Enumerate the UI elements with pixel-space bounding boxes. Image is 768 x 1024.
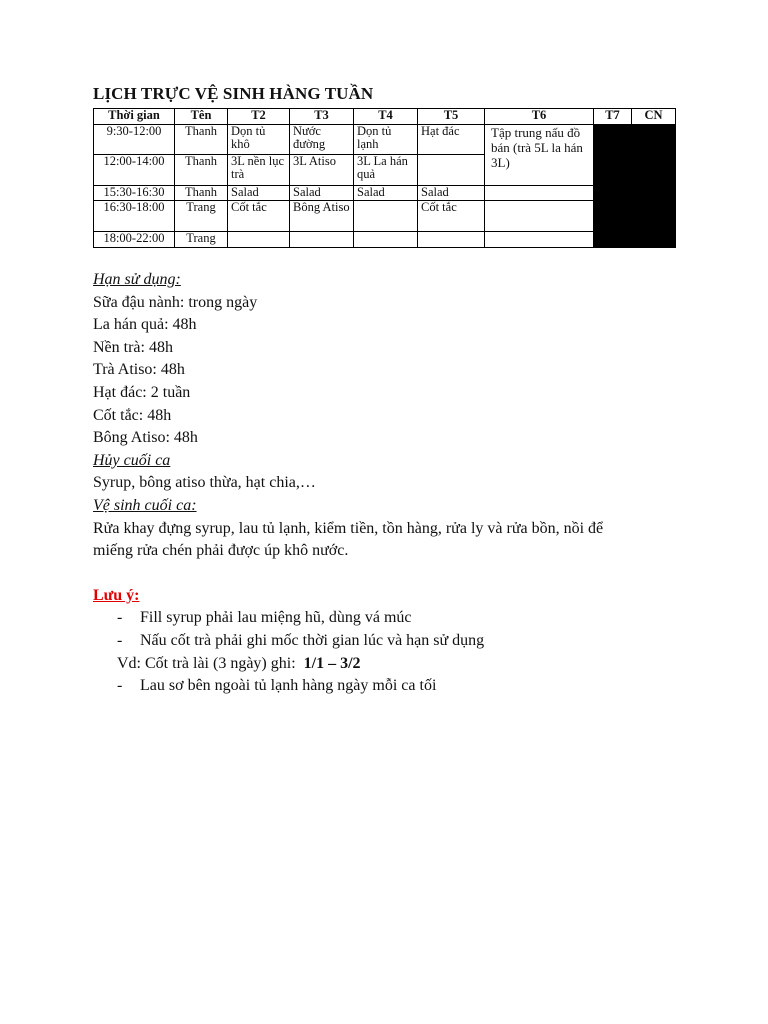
table-row xyxy=(94,125,676,155)
task-cell xyxy=(354,232,418,248)
task-cell xyxy=(228,232,290,248)
notes-section xyxy=(93,585,693,698)
task-cell: Bông Atiso xyxy=(290,201,354,232)
discard-heading: Hủy cuối ca xyxy=(93,451,171,469)
task-cell: Cốt tắc xyxy=(228,201,290,232)
task-cell: Salad xyxy=(228,186,290,201)
dash-bullet: - xyxy=(117,631,123,649)
task-cell xyxy=(418,155,485,186)
table-header-row xyxy=(94,109,676,125)
task-cell: Salad xyxy=(354,186,418,201)
task-cell xyxy=(290,232,354,248)
list-item xyxy=(93,630,693,653)
time-cell: 16:30-18:00 xyxy=(94,201,175,232)
task-cell: Salad xyxy=(418,186,485,201)
blocked-cell-cn xyxy=(632,125,676,248)
cleaning-heading: Vệ sinh cuối ca: xyxy=(93,496,197,514)
blocked-cell-t7 xyxy=(594,125,632,248)
dash-bullet: - xyxy=(117,609,123,627)
time-cell: 18:00-22:00 xyxy=(94,232,175,248)
name-cell: Thanh xyxy=(175,125,228,155)
expiry-item: Trà Atiso: 48h xyxy=(93,361,185,379)
time-cell: 15:30-16:30 xyxy=(94,186,175,201)
discard-text: Syrup, bông atiso thừa, hạt chia,… xyxy=(93,474,316,492)
expiry-item: Hạt đác: 2 tuần xyxy=(93,383,191,401)
time-cell: 9:30-12:00 xyxy=(94,125,175,155)
task-cell: 3L Atiso xyxy=(290,155,354,186)
task-cell: Nước đường xyxy=(290,125,354,155)
name-cell: Thanh xyxy=(175,155,228,186)
name-cell: Trang xyxy=(175,232,228,248)
expiry-heading: Hạn sử dụng: xyxy=(93,271,181,288)
task-cell: Dọn tủ lạnh xyxy=(354,125,418,155)
note-text: Nấu cốt trà phải ghi mốc thời gian lúc và hạn sử dụng xyxy=(140,631,485,649)
task-cell: Hạt đác xyxy=(418,125,485,155)
table-row xyxy=(94,186,676,201)
header-cell: T4 xyxy=(354,109,418,125)
header-cell: T6 xyxy=(485,109,594,125)
header-cell: CN xyxy=(632,109,676,125)
dash-bullet: - xyxy=(117,677,123,695)
task-cell: Dọn tủ khô xyxy=(228,125,290,155)
header-cell: T2 xyxy=(228,109,290,125)
expiry-item: La hán quả: 48h xyxy=(93,316,197,334)
list-item xyxy=(93,607,693,630)
note-text: Fill syrup phải lau miệng hũ, dùng vá múc xyxy=(140,609,412,627)
task-cell: 3L nền lục trà xyxy=(228,155,290,186)
task-cell xyxy=(485,201,594,232)
header-cell: T3 xyxy=(290,109,354,125)
note-text: Lau sơ bên ngoài tủ lạnh hàng ngày mỗi ca tối xyxy=(140,677,437,695)
task-cell: Cốt tắc xyxy=(418,201,485,232)
list-item xyxy=(93,675,693,698)
header-cell: T7 xyxy=(594,109,632,125)
task-cell: 3L La hán quả xyxy=(354,155,418,186)
task-cell: Tập trung nấu đồ bán (trà 5L la hán 3L) xyxy=(485,125,594,186)
task-cell xyxy=(485,186,594,201)
expiry-item: Cốt tắc: 48h xyxy=(93,406,172,424)
example-line xyxy=(93,653,693,676)
cleaning-text-line-1: Rửa khay đựng syrup, lau tủ lạnh, kiểm tiền, tồn hàng, rửa ly và rửa bồn, nồi để xyxy=(93,519,604,537)
task-cell: Salad xyxy=(290,186,354,201)
name-cell: Thanh xyxy=(175,186,228,201)
example-value: 1/1 – 3/2 xyxy=(303,654,361,672)
expiry-item: Sữa đậu nành: trong ngày xyxy=(93,293,258,311)
example-prefix: Vd: Cốt trà lài (3 ngày) ghi: xyxy=(117,654,296,672)
header-cell: Thời gian xyxy=(94,109,175,125)
task-cell xyxy=(485,232,594,248)
notes-heading: Lưu ý: xyxy=(93,586,140,604)
schedule-table xyxy=(93,108,676,248)
name-cell: Trang xyxy=(175,201,228,232)
expiry-item: Nền trà: 48h xyxy=(93,338,173,356)
table-row xyxy=(94,232,676,248)
page-title: LỊCH TRỰC VỆ SINH HÀNG TUẦN xyxy=(93,84,374,103)
time-cell: 12:00-14:00 xyxy=(94,155,175,186)
document-page xyxy=(93,84,693,698)
expiry-section xyxy=(93,269,693,563)
task-cell xyxy=(418,232,485,248)
task-cell xyxy=(354,201,418,232)
expiry-item: Bông Atiso: 48h xyxy=(93,429,198,447)
table-row xyxy=(94,201,676,232)
cleaning-text-line-2: miếng rửa chén phải được úp khô nước. xyxy=(93,542,349,560)
header-cell: Tên xyxy=(175,109,228,125)
header-cell: T5 xyxy=(418,109,485,125)
